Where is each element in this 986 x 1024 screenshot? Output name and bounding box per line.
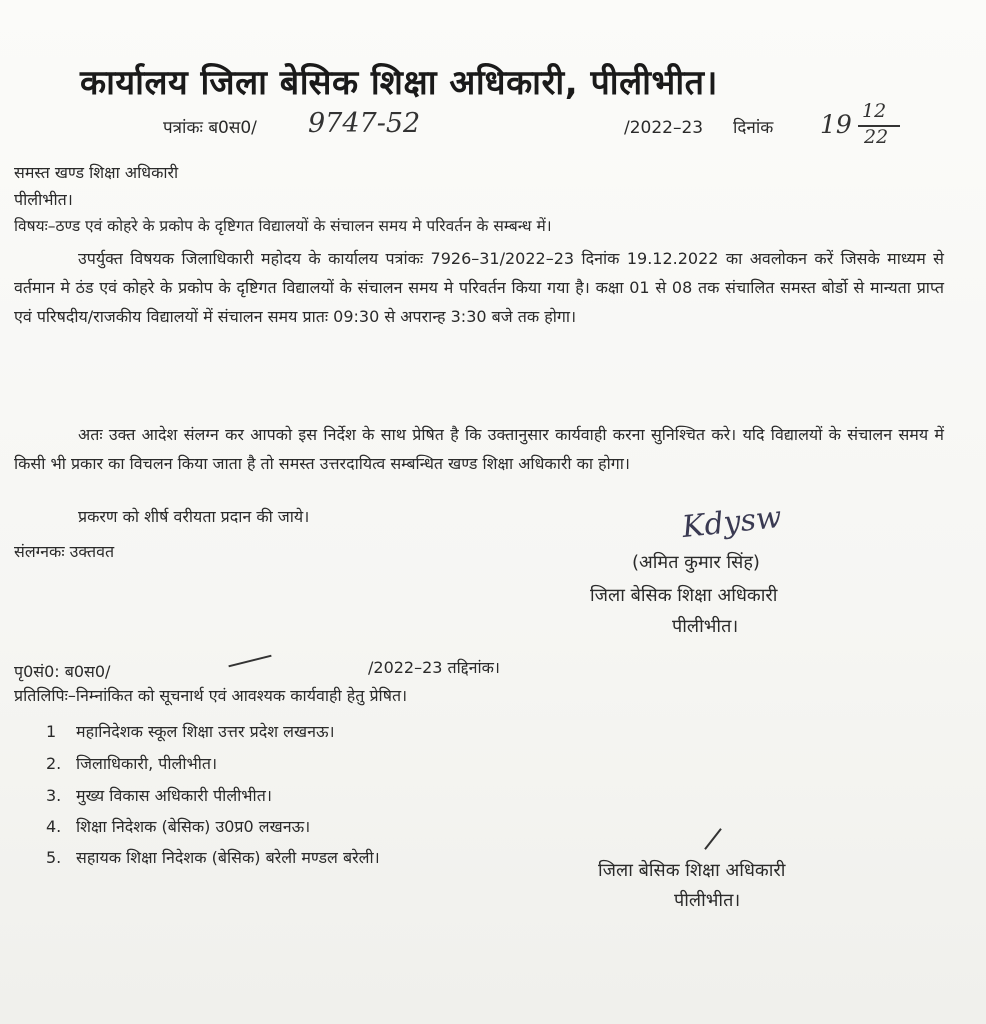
copy-list-number: 4.	[46, 817, 62, 836]
copy-list-item	[46, 784, 272, 806]
copy-reference-year: /2022–23 तद्दिनांक।	[368, 658, 500, 677]
date-year-handwritten: 22	[864, 126, 889, 148]
copy-list-text: जिलाधिकारी, पीलीभीत।	[76, 754, 218, 773]
copy-list-text: शिक्षा निदेशक (बेसिक) उ0प्र0 लखनऊ।	[76, 817, 311, 836]
copy-list-number: 5.	[46, 848, 62, 867]
subject-line: विषयः–ठण्ड एवं कोहरे के प्रकोप के दृष्टिगत विद्यालयों के संचालन समय मे परिवर्तन के सम्बन्ध में।	[14, 217, 552, 235]
footer-designation: जिला बेसिक शिक्षा अधिकारी	[598, 860, 786, 881]
office-title: कार्यालय जिला बेसिक शिक्षा अधिकारी, पीलीभीत।	[80, 63, 718, 103]
footer-place: पीलीभीत।	[674, 890, 741, 911]
enclosure-line: संलग्नकः उक्तवत	[14, 542, 115, 561]
body-paragraph-2: अतः उक्त आदेश संलग्न कर आपको इस निर्देश के साथ प्रेषित है कि उक्तानुसार कार्यवाही करना सुनिश्चित करे। यदि विद्यालयों के संचालन समय में किसी भी प्रकार का विचलन किया जाता है तो समस्त उत्तरदायित्व सम्बन्धित खण्ड शिक्षा अधिकारी का होगा।	[14, 425, 944, 473]
copy-reference-dash-mark	[228, 655, 271, 668]
copy-list-number: 3.	[46, 786, 62, 805]
signatory-place: पीलीभीत।	[672, 616, 739, 637]
date-day-handwritten: 19	[820, 110, 852, 139]
date-label: दिनांक	[733, 118, 774, 138]
signatory-designation: जिला बेसिक शिक्षा अधिकारी	[590, 585, 778, 606]
recipient-line-2: पीलीभीत।	[14, 190, 73, 209]
copy-list-text: महानिदेशक स्कूल शिक्षा उत्तर प्रदेश लखनऊ।	[76, 722, 335, 741]
body-paragraph-3: प्रकरण को शीर्ष वरीयता प्रदान की जाये।	[78, 507, 310, 526]
date-month-handwritten: 12	[862, 100, 887, 122]
copy-list-item	[46, 752, 217, 774]
copy-list-item	[46, 846, 380, 868]
copy-list-number: 2.	[46, 754, 62, 773]
body-paragraph-1: उपर्युक्त विषयक जिलाधिकारी महोदय के कार्यालय पत्रांकः 7926–31/2022–23 दिनांक 19.12.2022 का अवलोकन करें जिसके माध्यम से वर्तमान मे ठंड एवं कोहरे के प्रकोप के दृष्टिगत विद्यालयों के संचालन समय मे परिवर्तन किया गया है। कक्षा 01 से 08 तक संचालित समस्त बोर्डो से मान्यता प्राप्त एवं परिषदीय/राजकीय विद्यालयों में संचालन समय प्रातः 09:30 से अपरान्ह 3:30 बजे तक होगा।	[14, 249, 944, 326]
recipient-line-1: समस्त खण्ड शिक्षा अधिकारी	[14, 163, 179, 182]
copy-intro: प्रतिलिपिः–निम्नांकित को सूचनार्थ एवं आवश्यक कार्यवाही हेतु प्रेषित।	[14, 686, 408, 705]
copy-reference-label: पृ0सं0: ब0स0/	[14, 662, 111, 681]
signature-scrawl: Kdysw	[680, 499, 784, 546]
copy-list-item	[46, 720, 335, 742]
reference-year: /2022–23	[624, 118, 704, 138]
copy-list-item	[46, 815, 310, 837]
footer-initial-mark	[704, 828, 722, 850]
copy-list-text: सहायक शिक्षा निदेशक (बेसिक) बरेली मण्डल बरेली।	[76, 848, 380, 867]
reference-number-handwritten: 9747-52	[308, 108, 421, 139]
signatory-name: (अमित कुमार सिंह)	[632, 552, 760, 573]
copy-list-text: मुख्य विकास अधिकारी पीलीभीत।	[76, 786, 272, 805]
reference-label: पत्रांकः ब0स0/	[163, 118, 257, 138]
copy-list-number: 1	[46, 722, 57, 741]
